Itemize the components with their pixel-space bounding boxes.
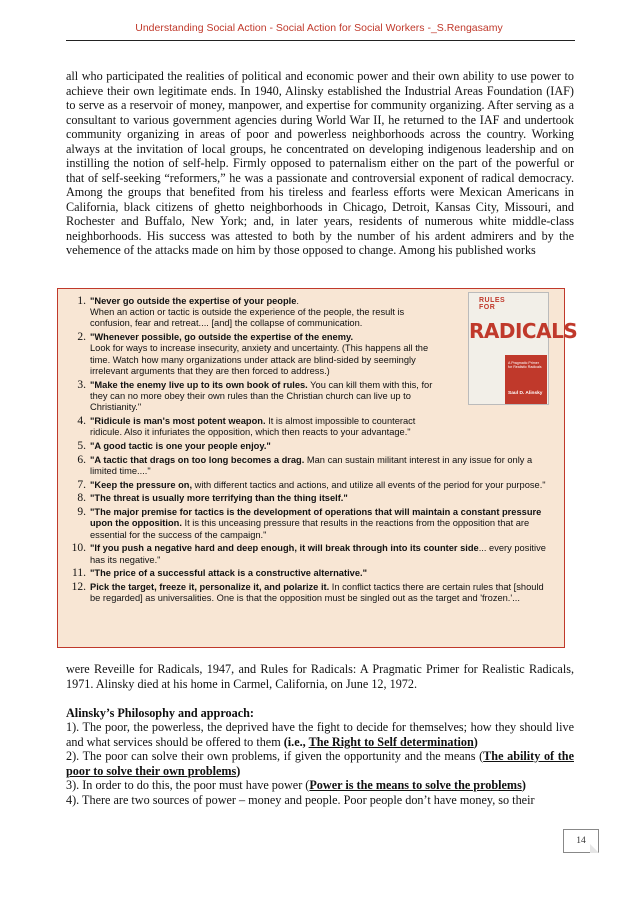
rules-for-radicals-box <box>57 288 578 648</box>
page-number-fold <box>590 844 599 853</box>
rule-headline: "Make the enemy live up to its own book of rules. <box>90 379 308 390</box>
rule-number: 1. <box>77 295 86 307</box>
rule-item <box>64 416 554 438</box>
rule-explanation: In conflict tactics there are certain rules that [should be regarded] as universalities. One is that the opposition must be singled out as the target and 'frozen.'... <box>90 582 544 604</box>
running-header: Understanding Social Action - Social Action for Social Workers -_S.Rengasamy <box>135 22 503 34</box>
rule-explanation: Man can sustain militant interest in any issue for only a limited time...." <box>90 454 533 476</box>
rule-explanation: ... every positive has its negative." <box>90 543 546 565</box>
body-paragraph-alinsky-bio: all who participated the realities of political and economic power and their own ability to use power to achieve their own legitimate ends. In 1940, Alinsky established the Industrial Areas Foundation (IAF) to serve as a reservoir of money, manpower, and expertise for community organizing. After serving as a consultant to various government agencies during World War II, he returned to the IAF and undertook community organizing in areas of poor and powerless neighborhoods across the country. Working always at the invitation of local groups, he concentrated on developing indigenous leadership and on instilling the notion of self-help. Firmly opposed to paternalism either on the part of the powerful or that of self-seeking “reformers,” he was a passionate and controversial exponent of radical democracy. Among the groups that benefited from his tireless and fearless efforts were Mexican Americans in California, black citizens of ghetto neighborhoods in Chicago, Detroit, Kansas City, Missouri, and Rochester and Buffalo, New York; and, in later years, residents of numerous white middle-class neighborhoods. His success was attested to both by the number of his ardent admirers and by the vehemence of the attacks made on him by those opposed to change. Among his published works <box>66 69 574 257</box>
rule-number: 5. <box>77 439 86 452</box>
rule-headline: "A good tactic is one your people enjoy." <box>90 440 271 451</box>
rule-number: 4. <box>77 414 86 427</box>
rule-headline: "Whenever possible, go outside the expertise of the enemy. <box>90 332 354 343</box>
rule-explanation: It is this unceasing pressure that results in the reactions from the opposition that are essential for the success of the campaign." <box>90 518 530 540</box>
rule-number: 2. <box>77 331 86 344</box>
rule-headline: "Ridicule is man's most potent weapon. <box>90 415 266 426</box>
rule-headline: "The major premise for tactics is the development of operations that will maintain a constant pressure upon the opposition. <box>90 507 542 529</box>
rule-number: 7. <box>77 478 86 491</box>
rule-number: 6. <box>77 453 86 466</box>
rule-item <box>64 582 554 604</box>
rule-headline: "Keep the pressure on, <box>90 479 193 490</box>
rule-item <box>64 441 554 452</box>
body-section <box>66 662 574 807</box>
rules-for-radicals-book-cover <box>468 292 578 405</box>
rule-item <box>64 480 554 491</box>
rule-headline: "A tactic that drags on too long becomes a drag. <box>90 454 305 465</box>
rule-explanation: It is almost impossible to counteract ridicule. Also it infuriates the opposition, which then reacts to your advantage." <box>90 415 416 438</box>
philosophy-item-2: 2). The poor can solve their own problems, if given the opportunity and the means (The ability of the poor to solve their own problems) <box>66 749 574 778</box>
book-cover-title: RADICALS <box>469 319 578 343</box>
section-heading: Alinsky’s Philosophy and approach: <box>66 705 254 720</box>
rule-item <box>64 507 554 541</box>
rule-number: 9. <box>77 506 86 519</box>
rule-item <box>64 493 554 504</box>
rule-item <box>64 568 554 579</box>
philosophy-item-3: 3). In order to do this, the poor must have power (Power is the means to solve the problems) <box>66 778 526 792</box>
rule-number: 12. <box>71 581 86 594</box>
rule-explanation: with different tactics and actions, and utilize all events of the period for your purpose." <box>192 479 546 490</box>
rule-headline: "The threat is usually more terrifying than the thing itself." <box>90 493 348 504</box>
rule-item <box>64 543 554 565</box>
book-cover-top-text: RULES FOR <box>479 297 506 311</box>
rule-headline: "The price of a successful attack is a constructive alternative." <box>90 568 367 579</box>
book-cover-subtitle: A Pragmatic Primer for Realistic Radicals <box>508 361 542 370</box>
rule-explanation: You can kill them with this, for they can no more obey their own rules than the Christian church can live up to Christianity." <box>90 379 433 413</box>
rule-item <box>64 455 554 477</box>
page-number: 14 <box>563 829 599 853</box>
rule-explanation: . When an action or tactic is outside the experience of the people, the result is confusion, fear and retreat.... [and] the collapse of communication. <box>90 296 405 329</box>
rule-number: 3. <box>77 378 86 391</box>
philosophy-item-4: 4). There are two sources of power – money and people. Poor people don’t have money, so their <box>66 792 535 807</box>
book-cover-red-panel <box>505 355 547 404</box>
header-divider <box>66 40 575 41</box>
book-cover-author: Saul D. Alinsky <box>508 391 543 396</box>
rule-number: 8. <box>77 492 86 505</box>
body-paragraph-published-works: were Reveille for Radicals, 1947, and Rules for Radicals: A Pragmatic Primer for Realistic Radicals, 1971. Alinsky died at his home in Carmel, California, on June 12, 1972. <box>66 662 574 691</box>
rule-number: 11. <box>72 567 86 580</box>
rule-number: 10. <box>71 542 86 555</box>
rule-headline: "Never go outside the expertise of your people <box>90 296 297 306</box>
philosophy-item-1: 1). The poor, the powerless, the deprived have the fight to decide for themselves; how they should live and what services should be offered to them (i.e., The Right to Self determination) <box>66 720 574 749</box>
rule-headline: Pick the target, freeze it, personalize it, and polarize it. <box>90 582 330 593</box>
rule-explanation: Look for ways to increase insecurity, anxiety and uncertainty. (This happens all the time. Watch how many organizations under attack are blind-sided by seemingly irrelevant arguments that they are then forced to address.) <box>90 343 429 376</box>
rule-headline: "If you push a negative hard and deep enough, it will break through into its counter side <box>90 543 479 554</box>
